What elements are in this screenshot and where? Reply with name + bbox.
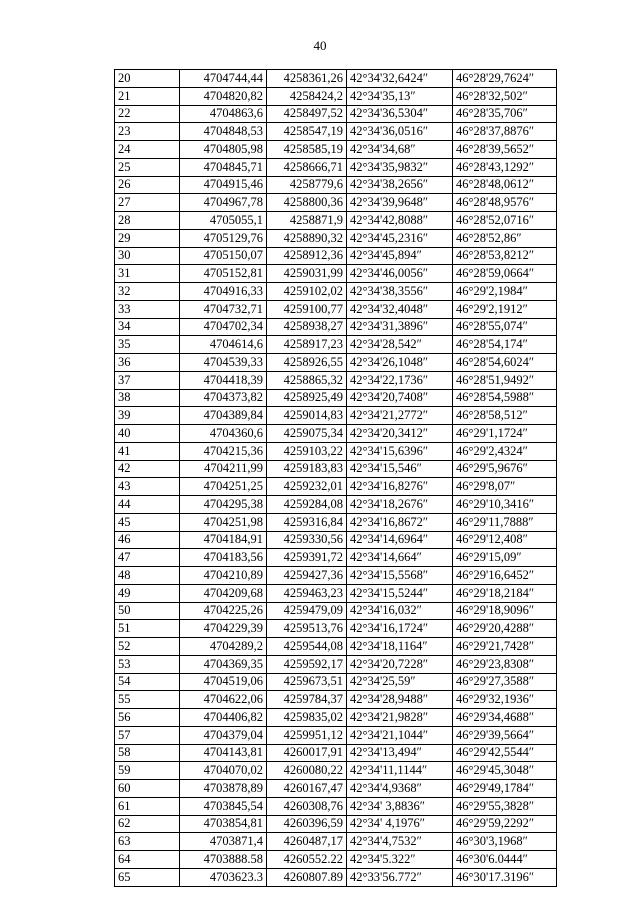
latitude-cell: 42°34'32,6424″ [347,70,453,88]
longitude-cell: 46°29'20,4288″ [453,620,557,638]
x-coordinate-cell: 4704744,44 [180,70,267,88]
y-coordinate-cell: 4258585,19 [267,141,347,159]
table-row [115,549,557,567]
y-coordinate-cell: 4258800,36 [267,194,347,212]
y-coordinate-cell: 4258547,19 [267,123,347,141]
x-coordinate-cell: 4704229,39 [180,620,267,638]
y-coordinate-cell: 4259544,08 [267,638,347,656]
latitude-cell: 42°34'35,13″ [347,87,453,105]
x-coordinate-cell: 4704373,82 [180,389,267,407]
coordinates-table [114,69,557,887]
longitude-cell: 46°29'2,4324″ [453,442,557,460]
longitude-cell: 46°28'39,5652″ [453,141,557,159]
x-coordinate-cell: 4704211,99 [180,460,267,478]
x-coordinate-cell: 4704225,26 [180,602,267,620]
longitude-cell: 46°28'52,0716″ [453,212,557,230]
table-row [115,283,557,301]
latitude-cell: 42°34'39,9648″ [347,194,453,212]
longitude-cell: 46°28'54,174″ [453,336,557,354]
x-coordinate-cell: 4704702,34 [180,318,267,336]
table-row [115,478,557,496]
longitude-cell: 46°29'2,1984″ [453,283,557,301]
latitude-cell: 42°34'31,3896″ [347,318,453,336]
coordinates-table-body [115,70,557,887]
longitude-cell: 46°29'42,5544″ [453,744,557,762]
y-coordinate-cell: 4258865,32 [267,371,347,389]
point-number-cell: 52 [115,638,180,656]
point-number-cell: 22 [115,105,180,123]
latitude-cell: 42°34'15,6396″ [347,442,453,460]
latitude-cell: 42°34'46,0056″ [347,265,453,283]
x-coordinate-cell: 4704539,33 [180,354,267,372]
longitude-cell: 46°29'18,9096″ [453,602,557,620]
table-row [115,762,557,780]
x-coordinate-cell: 4704820,82 [180,87,267,105]
latitude-cell: 42°34'34,68″ [347,141,453,159]
y-coordinate-cell: 4259284,08 [267,496,347,514]
longitude-cell: 46°29'5,9676″ [453,460,557,478]
latitude-cell: 42°34'25,59″ [347,673,453,691]
table-row [115,691,557,709]
point-number-cell: 59 [115,762,180,780]
longitude-cell: 46°30'17.3196″ [453,868,557,886]
y-coordinate-cell: 4258890,32 [267,229,347,247]
x-coordinate-cell: 4705150,07 [180,247,267,265]
point-number-cell: 24 [115,141,180,159]
point-number-cell: 51 [115,620,180,638]
latitude-cell: 42°34'11,1144″ [347,762,453,780]
table-row [115,300,557,318]
x-coordinate-cell: 4704184,91 [180,531,267,549]
table-row [115,371,557,389]
y-coordinate-cell: 4259316,84 [267,513,347,531]
latitude-cell: 42°34'13,494″ [347,744,453,762]
x-coordinate-cell: 4704389,84 [180,407,267,425]
table-row [115,673,557,691]
table-row [115,513,557,531]
latitude-cell: 42°34'45,2316″ [347,229,453,247]
longitude-cell: 46°29'59,2292″ [453,815,557,833]
table-row [115,567,557,585]
point-number-cell: 65 [115,868,180,886]
y-coordinate-cell: 4258917,23 [267,336,347,354]
y-coordinate-cell: 4260080,22 [267,762,347,780]
latitude-cell: 42°34'26,1048″ [347,354,453,372]
y-coordinate-cell: 4259075,34 [267,425,347,443]
table-row [115,442,557,460]
y-coordinate-cell: 4260396,59 [267,815,347,833]
table-row [115,87,557,105]
y-coordinate-cell: 4260308,76 [267,797,347,815]
latitude-cell: 42°34'5.322″ [347,851,453,869]
latitude-cell: 42°34'15,546″ [347,460,453,478]
latitude-cell: 42°34'18,2676″ [347,496,453,514]
longitude-cell: 46°28'35,706″ [453,105,557,123]
y-coordinate-cell: 4259463,23 [267,584,347,602]
longitude-cell: 46°28'29,7624″ [453,70,557,88]
y-coordinate-cell: 4260807.89 [267,868,347,886]
point-number-cell: 53 [115,655,180,673]
longitude-cell: 46°30'3,1968″ [453,833,557,851]
y-coordinate-cell: 4259951,12 [267,726,347,744]
latitude-cell: 42°34'36,5304″ [347,105,453,123]
table-row [115,407,557,425]
point-number-cell: 55 [115,691,180,709]
table-row [115,70,557,88]
point-number-cell: 34 [115,318,180,336]
y-coordinate-cell: 4258926,55 [267,354,347,372]
latitude-cell: 42°34' 4,1976″ [347,815,453,833]
y-coordinate-cell: 4258361,26 [267,70,347,88]
x-coordinate-cell: 4704863,6 [180,105,267,123]
x-coordinate-cell: 4704070,02 [180,762,267,780]
x-coordinate-cell: 4704916,33 [180,283,267,301]
longitude-cell: 46°28'43,1292″ [453,158,557,176]
longitude-cell: 46°29'55,3828″ [453,797,557,815]
table-row [115,229,557,247]
y-coordinate-cell: 4259784,37 [267,691,347,709]
longitude-cell: 46°29'27,3588″ [453,673,557,691]
latitude-cell: 42°34'42,8088″ [347,212,453,230]
latitude-cell: 42°34'4,9368″ [347,780,453,798]
longitude-cell: 46°28'48,9576″ [453,194,557,212]
point-number-cell: 62 [115,815,180,833]
y-coordinate-cell: 4260552.22 [267,851,347,869]
table-row [115,797,557,815]
longitude-cell: 46°29'8,07″ [453,478,557,496]
point-number-cell: 23 [115,123,180,141]
longitude-cell: 46°29'34,4688″ [453,709,557,727]
longitude-cell: 46°28'59,0664″ [453,265,557,283]
latitude-cell: 42°33'56.772″ [347,868,453,886]
point-number-cell: 44 [115,496,180,514]
latitude-cell: 42°34'14,6964″ [347,531,453,549]
table-row [115,638,557,656]
point-number-cell: 20 [115,70,180,88]
latitude-cell: 42°34'20,7408″ [347,389,453,407]
y-coordinate-cell: 4259183,83 [267,460,347,478]
table-row [115,105,557,123]
x-coordinate-cell: 4704915,46 [180,176,267,194]
table-row [115,726,557,744]
table-row [115,460,557,478]
x-coordinate-cell: 4704289,2 [180,638,267,656]
latitude-cell: 42°34'32,4048″ [347,300,453,318]
longitude-cell: 46°29'16,6452″ [453,567,557,585]
x-coordinate-cell: 4703888.58 [180,851,267,869]
latitude-cell: 42°34'20,7228″ [347,655,453,673]
table-row [115,744,557,762]
latitude-cell: 42°34'45,894″ [347,247,453,265]
y-coordinate-cell: 4259391,72 [267,549,347,567]
longitude-cell: 46°29'23,8308″ [453,655,557,673]
point-number-cell: 50 [115,602,180,620]
table-row [115,780,557,798]
x-coordinate-cell: 4703623.3 [180,868,267,886]
x-coordinate-cell: 4703854,81 [180,815,267,833]
x-coordinate-cell: 4704967,78 [180,194,267,212]
table-row [115,496,557,514]
x-coordinate-cell: 4704251,25 [180,478,267,496]
latitude-cell: 42°34'16,8672″ [347,513,453,531]
x-coordinate-cell: 4703878,89 [180,780,267,798]
y-coordinate-cell: 4259513,76 [267,620,347,638]
point-number-cell: 33 [115,300,180,318]
y-coordinate-cell: 4259673,51 [267,673,347,691]
longitude-cell: 46°29'1,1724″ [453,425,557,443]
y-coordinate-cell: 4259330,56 [267,531,347,549]
x-coordinate-cell: 4705129,76 [180,229,267,247]
table-row [115,247,557,265]
y-coordinate-cell: 4258871,9 [267,212,347,230]
latitude-cell: 42°34'21,1044″ [347,726,453,744]
latitude-cell: 42°34'15,5568″ [347,567,453,585]
x-coordinate-cell: 4704295,38 [180,496,267,514]
longitude-cell: 46°29'11,7888″ [453,513,557,531]
longitude-cell: 46°29'32,1936″ [453,691,557,709]
longitude-cell: 46°28'54,6024″ [453,354,557,372]
x-coordinate-cell: 4704519,06 [180,673,267,691]
y-coordinate-cell: 4260487,17 [267,833,347,851]
table-row [115,158,557,176]
point-number-cell: 47 [115,549,180,567]
longitude-cell: 46°29'12,408″ [453,531,557,549]
point-number-cell: 36 [115,354,180,372]
point-number-cell: 41 [115,442,180,460]
x-coordinate-cell: 4703871,4 [180,833,267,851]
x-coordinate-cell: 4704848,53 [180,123,267,141]
latitude-cell: 42°34'4,7532″ [347,833,453,851]
y-coordinate-cell: 4258779,6 [267,176,347,194]
point-number-cell: 37 [115,371,180,389]
y-coordinate-cell: 4259427,36 [267,567,347,585]
y-coordinate-cell: 4259479,09 [267,602,347,620]
x-coordinate-cell: 4704210,89 [180,567,267,585]
point-number-cell: 63 [115,833,180,851]
y-coordinate-cell: 4259835,02 [267,709,347,727]
point-number-cell: 21 [115,87,180,105]
point-number-cell: 46 [115,531,180,549]
table-row [115,709,557,727]
point-number-cell: 30 [115,247,180,265]
x-coordinate-cell: 4704622,06 [180,691,267,709]
table-row [115,123,557,141]
table-row [115,336,557,354]
longitude-cell: 46°28'55,074″ [453,318,557,336]
table-row [115,531,557,549]
table-row [115,212,557,230]
longitude-cell: 46°28'32,502″ [453,87,557,105]
y-coordinate-cell: 4258666,71 [267,158,347,176]
table-row [115,868,557,886]
point-number-cell: 64 [115,851,180,869]
table-row [115,141,557,159]
y-coordinate-cell: 4258912,36 [267,247,347,265]
longitude-cell: 46°29'15,09″ [453,549,557,567]
point-number-cell: 60 [115,780,180,798]
longitude-cell: 46°28'52,86″ [453,229,557,247]
table-row [115,602,557,620]
x-coordinate-cell: 4704406,82 [180,709,267,727]
longitude-cell: 46°30'6.0444″ [453,851,557,869]
latitude-cell: 42°34'16,8276″ [347,478,453,496]
y-coordinate-cell: 4259592,17 [267,655,347,673]
longitude-cell: 46°28'58,512″ [453,407,557,425]
point-number-cell: 26 [115,176,180,194]
y-coordinate-cell: 4259102,02 [267,283,347,301]
y-coordinate-cell: 4258497,52 [267,105,347,123]
longitude-cell: 46°29'2,1912″ [453,300,557,318]
point-number-cell: 45 [115,513,180,531]
x-coordinate-cell: 4704732,71 [180,300,267,318]
point-number-cell: 31 [115,265,180,283]
point-number-cell: 25 [115,158,180,176]
longitude-cell: 46°28'53,8212″ [453,247,557,265]
y-coordinate-cell: 4259014,83 [267,407,347,425]
latitude-cell: 42°34'22,1736″ [347,371,453,389]
y-coordinate-cell: 4260017,91 [267,744,347,762]
point-number-cell: 58 [115,744,180,762]
longitude-cell: 46°29'49,1784″ [453,780,557,798]
latitude-cell: 42°34'15,5244″ [347,584,453,602]
x-coordinate-cell: 4704418,39 [180,371,267,389]
y-coordinate-cell: 4259232,01 [267,478,347,496]
table-row [115,584,557,602]
x-coordinate-cell: 4704614,6 [180,336,267,354]
latitude-cell: 42°34'16,032″ [347,602,453,620]
latitude-cell: 42°34'21,9828″ [347,709,453,727]
point-number-cell: 27 [115,194,180,212]
latitude-cell: 42°34'16,1724″ [347,620,453,638]
page-number: 40 [313,38,327,53]
longitude-cell: 46°29'10,3416″ [453,496,557,514]
y-coordinate-cell: 4258938,27 [267,318,347,336]
latitude-cell: 42°34'38,3556″ [347,283,453,301]
table-row [115,354,557,372]
x-coordinate-cell: 4705055,1 [180,212,267,230]
longitude-cell: 46°29'45,3048″ [453,762,557,780]
table-row [115,318,557,336]
latitude-cell: 42°34'28,9488″ [347,691,453,709]
longitude-cell: 46°29'18,2184″ [453,584,557,602]
point-number-cell: 29 [115,229,180,247]
y-coordinate-cell: 4260167,47 [267,780,347,798]
table-row [115,389,557,407]
point-number-cell: 40 [115,425,180,443]
x-coordinate-cell: 4704369,35 [180,655,267,673]
point-number-cell: 48 [115,567,180,585]
latitude-cell: 42°34'21,2772″ [347,407,453,425]
point-number-cell: 32 [115,283,180,301]
table-row [115,655,557,673]
table-row [115,265,557,283]
x-coordinate-cell: 4704215,36 [180,442,267,460]
y-coordinate-cell: 4258925,49 [267,389,347,407]
longitude-cell: 46°28'54,5988″ [453,389,557,407]
x-coordinate-cell: 4704209,68 [180,584,267,602]
latitude-cell: 42°34' 3,8836″ [347,797,453,815]
x-coordinate-cell: 4704183,56 [180,549,267,567]
table-row [115,176,557,194]
point-number-cell: 61 [115,797,180,815]
table-row [115,815,557,833]
point-number-cell: 57 [115,726,180,744]
latitude-cell: 42°34'14,664″ [347,549,453,567]
point-number-cell: 43 [115,478,180,496]
table-row [115,194,557,212]
latitude-cell: 42°34'36,0516″ [347,123,453,141]
point-number-cell: 38 [115,389,180,407]
table-row [115,425,557,443]
point-number-cell: 39 [115,407,180,425]
y-coordinate-cell: 4259031,99 [267,265,347,283]
x-coordinate-cell: 4705152,81 [180,265,267,283]
x-coordinate-cell: 4704845,71 [180,158,267,176]
y-coordinate-cell: 4259100,77 [267,300,347,318]
latitude-cell: 42°34'38,2656″ [347,176,453,194]
latitude-cell: 42°34'28,542″ [347,336,453,354]
longitude-cell: 46°28'48,0612″ [453,176,557,194]
y-coordinate-cell: 4259103,22 [267,442,347,460]
latitude-cell: 42°34'20,3412″ [347,425,453,443]
point-number-cell: 56 [115,709,180,727]
x-coordinate-cell: 4703845,54 [180,797,267,815]
longitude-cell: 46°29'39,5664″ [453,726,557,744]
point-number-cell: 35 [115,336,180,354]
latitude-cell: 42°34'18,1164″ [347,638,453,656]
table-row [115,851,557,869]
x-coordinate-cell: 4704379,04 [180,726,267,744]
x-coordinate-cell: 4704251,98 [180,513,267,531]
longitude-cell: 46°28'37,8876″ [453,123,557,141]
x-coordinate-cell: 4704805,98 [180,141,267,159]
longitude-cell: 46°29'21,7428″ [453,638,557,656]
y-coordinate-cell: 4258424,2 [267,87,347,105]
table-row [115,833,557,851]
x-coordinate-cell: 4704143,81 [180,744,267,762]
table-row [115,620,557,638]
longitude-cell: 46°28'51,9492″ [453,371,557,389]
x-coordinate-cell: 4704360,6 [180,425,267,443]
point-number-cell: 49 [115,584,180,602]
point-number-cell: 28 [115,212,180,230]
latitude-cell: 42°34'35,9832″ [347,158,453,176]
point-number-cell: 42 [115,460,180,478]
point-number-cell: 54 [115,673,180,691]
